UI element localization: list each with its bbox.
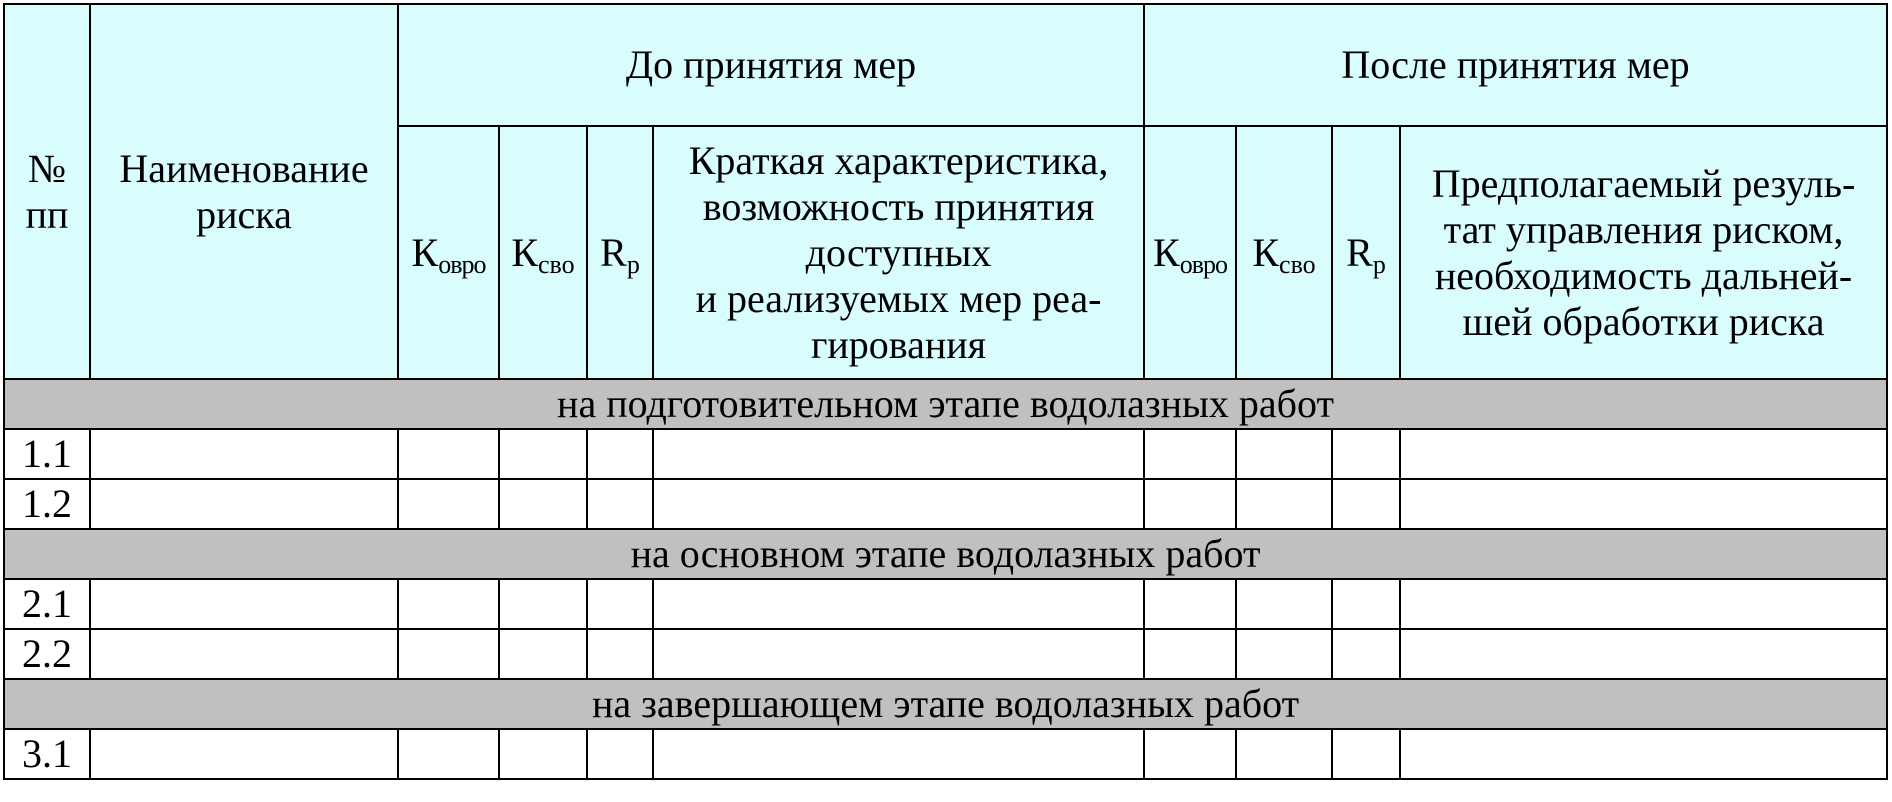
before-k-ovro-cell[interactable] xyxy=(398,479,499,529)
before-desc-line: возможность принятия xyxy=(702,183,1095,229)
after-description-cell[interactable] xyxy=(1400,479,1887,529)
before-k-ovro-cell[interactable] xyxy=(398,429,499,479)
header-risk-name-line1: Наименование xyxy=(119,145,369,191)
before-desc-line: и реализуемых мер реа- xyxy=(695,275,1102,321)
header-after-measures: После принятия мер xyxy=(1144,4,1887,126)
after-description-cell[interactable] xyxy=(1400,729,1887,779)
header-before-r: $R_р$ xyxy=(587,126,653,379)
section-title: на завершающем этапе водолазных работ xyxy=(4,679,1887,729)
before-k-ovro-cell[interactable] xyxy=(398,579,499,629)
header-after-k-ovro: $К_{овро}$ xyxy=(1144,126,1236,379)
after-r-cell[interactable] xyxy=(1332,579,1400,629)
after-description-cell[interactable] xyxy=(1400,579,1887,629)
before-r-cell[interactable] xyxy=(587,729,653,779)
after-k-ovro-cell[interactable] xyxy=(1144,579,1236,629)
row-number: 1.1 xyxy=(4,429,90,479)
before-description-cell[interactable] xyxy=(653,729,1144,779)
before-description-cell[interactable] xyxy=(653,579,1144,629)
section-row-final xyxy=(4,679,1887,729)
section-row-preparatory xyxy=(4,379,1887,429)
after-desc-line: шей обработки риска xyxy=(1462,298,1825,344)
table-row xyxy=(4,479,1887,529)
risk-assessment-table xyxy=(3,3,1888,780)
before-k-ovro-cell[interactable] xyxy=(398,729,499,779)
risk-name-cell[interactable] xyxy=(90,579,398,629)
risk-name-cell[interactable] xyxy=(90,629,398,679)
header-after-k-svo: $К_{сво}$ xyxy=(1236,126,1332,379)
header-before-k-ovro: $К_{овро}$ xyxy=(398,126,499,379)
before-k-svo-cell[interactable] xyxy=(499,479,587,529)
table-row xyxy=(4,579,1887,629)
risk-name-cell[interactable] xyxy=(90,729,398,779)
before-r-cell[interactable] xyxy=(587,429,653,479)
table-row xyxy=(4,629,1887,679)
before-k-svo-cell[interactable] xyxy=(499,729,587,779)
before-desc-line: гирования xyxy=(810,321,987,367)
before-r-cell[interactable] xyxy=(587,579,653,629)
after-r-cell[interactable] xyxy=(1332,629,1400,679)
after-description-cell[interactable] xyxy=(1400,429,1887,479)
after-k-svo-cell[interactable] xyxy=(1236,429,1332,479)
before-desc-line: доступных xyxy=(805,229,992,275)
risk-name-cell[interactable] xyxy=(90,429,398,479)
after-desc-line: тат управления риском, xyxy=(1443,206,1844,252)
header-number-line2: пп xyxy=(25,191,69,237)
before-k-ovro-cell[interactable] xyxy=(398,629,499,679)
row-number: 3.1 xyxy=(4,729,90,779)
after-r-cell[interactable] xyxy=(1332,729,1400,779)
before-description-cell[interactable] xyxy=(653,629,1144,679)
before-k-svo-cell[interactable] xyxy=(499,629,587,679)
header-number-line1: № xyxy=(27,145,67,191)
row-number: 1.2 xyxy=(4,479,90,529)
after-k-ovro-cell[interactable] xyxy=(1144,479,1236,529)
after-r-cell[interactable] xyxy=(1332,479,1400,529)
header-before-measures: До принятия мер xyxy=(398,4,1144,126)
section-title: на основном этапе водолазных работ xyxy=(4,529,1887,579)
row-number: 2.1 xyxy=(4,579,90,629)
after-k-ovro-cell[interactable] xyxy=(1144,629,1236,679)
after-k-ovro-cell[interactable] xyxy=(1144,729,1236,779)
before-r-cell[interactable] xyxy=(587,629,653,679)
header-before-k-svo: $К_{сво}$ xyxy=(499,126,587,379)
row-number: 2.2 xyxy=(4,629,90,679)
after-k-svo-cell[interactable] xyxy=(1236,479,1332,529)
before-description-cell[interactable] xyxy=(653,479,1144,529)
table-row xyxy=(4,429,1887,479)
before-desc-line: Краткая характеристика, xyxy=(688,137,1109,183)
before-k-svo-cell[interactable] xyxy=(499,579,587,629)
header-after-description xyxy=(1400,126,1887,379)
risk-name-cell[interactable] xyxy=(90,479,398,529)
header-number xyxy=(4,4,90,379)
header-risk-name-line2: риска xyxy=(196,191,292,237)
after-k-svo-cell[interactable] xyxy=(1236,629,1332,679)
after-desc-line: Предполагаемый резуль- xyxy=(1431,160,1856,206)
header-risk-name xyxy=(90,4,398,379)
before-description-cell[interactable] xyxy=(653,429,1144,479)
table-row xyxy=(4,729,1887,779)
header-after-r: $R_р$ xyxy=(1332,126,1400,379)
section-row-main xyxy=(4,529,1887,579)
before-r-cell[interactable] xyxy=(587,479,653,529)
before-k-svo-cell[interactable] xyxy=(499,429,587,479)
header-before-description xyxy=(653,126,1144,379)
after-r-cell[interactable] xyxy=(1332,429,1400,479)
after-k-svo-cell[interactable] xyxy=(1236,579,1332,629)
after-k-ovro-cell[interactable] xyxy=(1144,429,1236,479)
section-title: на подготовительном этапе водолазных работ xyxy=(4,379,1887,429)
after-desc-line: необходимость дальней- xyxy=(1434,252,1853,298)
after-k-svo-cell[interactable] xyxy=(1236,729,1332,779)
after-description-cell[interactable] xyxy=(1400,629,1887,679)
